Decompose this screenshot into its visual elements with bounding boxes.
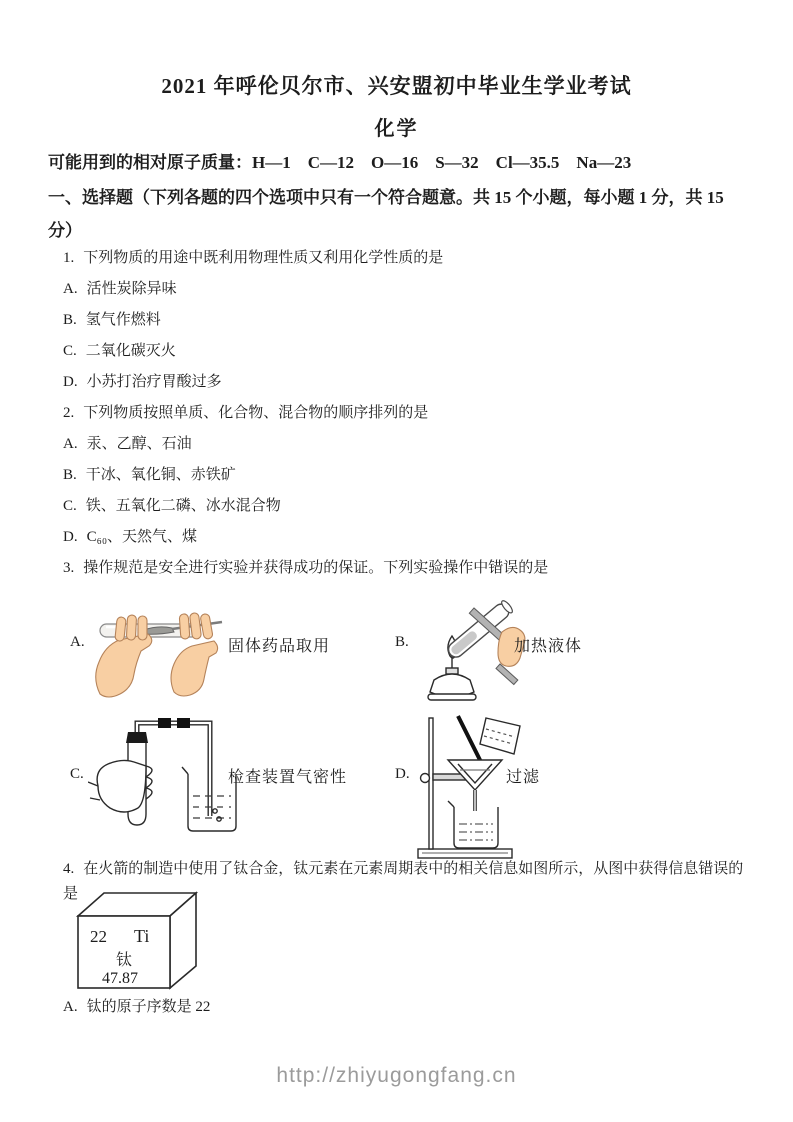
question-3-number: 3. — [63, 560, 75, 576]
question-1-option-c — [63, 336, 758, 367]
exam-title: 2021 年呼伦贝尔市、兴安盟初中毕业生学业考试 — [161, 74, 632, 98]
option-text: C₆₀、天然气、煤 — [86, 529, 198, 545]
question-2-option-a — [63, 429, 758, 460]
question-1-number: 1. — [63, 250, 75, 266]
figure-heating-liquid — [416, 590, 530, 710]
option-label: A. — [63, 281, 78, 297]
figure-option-c-label: C. — [70, 766, 84, 782]
element-info-cube — [70, 886, 208, 994]
question-4-number: 4. — [63, 861, 75, 877]
option-text: 二氧化碳灭火 — [85, 343, 176, 359]
funnel — [448, 760, 502, 811]
figure-option-a-caption: 固体药品取用 — [228, 638, 331, 655]
air-bubble — [217, 817, 221, 821]
tube-connector — [177, 718, 190, 728]
figure-option-b-label: B. — [395, 634, 409, 650]
question-2-option-d — [63, 522, 758, 553]
option-label: B. — [63, 312, 77, 328]
question-2-text: 下列物质按照单质、化合物、混合物的顺序排列的是 — [83, 405, 429, 421]
figure-filtration — [412, 712, 526, 864]
figure-option-c-caption: 检查装置气密性 — [228, 769, 348, 786]
atomic-mass-reference: 可能用到的相对原子质量：H—1 C—12 O—16 S—32 Cl—35.5 Na—23 — [48, 153, 632, 172]
rubber-stopper — [126, 732, 148, 743]
question-4-option-a — [63, 995, 210, 1016]
option-text: 干冰、氧化铜、赤铁矿 — [85, 467, 236, 483]
alcohol-lamp — [428, 650, 476, 700]
option-label: D. — [63, 529, 78, 545]
question-3-figure-row-1 — [0, 590, 793, 710]
question-4-text: 在火箭的制造中使用了钛合金，钛元素在元素周期表中的相关信息如图所示，从图中获得信息错误的是 — [63, 861, 744, 902]
question-3-figure-row-2 — [0, 712, 793, 862]
figure-option-d-caption: 过滤 — [506, 769, 541, 786]
option-label: C. — [63, 498, 77, 514]
atomic-mass: 47.87 — [102, 970, 138, 987]
question-2-stem — [63, 398, 758, 429]
question-1-option-a — [63, 274, 758, 305]
question-2-option-c — [63, 491, 758, 522]
option-text: 钛的原子序数是 22 — [86, 999, 211, 1015]
option-text: 铁、五氧化二磷、冰水混合物 — [85, 498, 281, 514]
question-2-number: 2. — [63, 405, 75, 421]
option-label: B. — [63, 467, 77, 483]
air-bubble — [213, 809, 217, 813]
option-text: 小苏打治疗胃酸过多 — [86, 374, 222, 390]
pouring-beaker — [480, 718, 520, 754]
section-1-header: 一、选择题（下列各题的四个选项中只有一个符合题意。共 15 个小题，每小题 1 分，共 15 分） — [48, 188, 724, 240]
question-3-stem — [63, 553, 758, 584]
watermark-url: http://zhiyugongfang.cn — [276, 1064, 517, 1087]
question-1-option-b — [63, 305, 758, 336]
figure-option-a-label: A. — [70, 634, 85, 650]
atomic-number: 22 — [90, 927, 107, 946]
exam-subject: 化学 — [374, 118, 419, 140]
tube-connector — [158, 718, 171, 728]
question-1-option-d — [63, 367, 758, 398]
figure-option-d-label: D. — [395, 766, 410, 782]
element-symbol: Ti — [134, 926, 150, 946]
figure-solid-reagent-handling — [92, 594, 226, 700]
option-text: 汞、乙醇、石油 — [86, 436, 192, 452]
option-text: 活性炭除异味 — [86, 281, 177, 297]
figure-option-b-caption: 加热液体 — [514, 638, 583, 655]
element-name: 钛 — [116, 952, 133, 969]
receiving-beaker — [448, 801, 498, 848]
gripping-hand — [88, 760, 152, 812]
option-label: A. — [63, 999, 78, 1015]
option-label: A. — [63, 436, 78, 452]
question-3-text: 操作规范是安全进行实验并获得成功的保证。下列实验操作中错误的是 — [83, 560, 549, 576]
question-1-text: 下列物质的用途中既利用物理性质又利用化学性质的是 — [83, 250, 444, 266]
option-text: 氢气作燃料 — [85, 312, 161, 328]
option-label: C. — [63, 343, 77, 359]
question-2-option-b — [63, 460, 758, 491]
question-1-stem — [63, 243, 758, 274]
questions-text-block — [63, 243, 758, 584]
option-label: D. — [63, 374, 78, 390]
